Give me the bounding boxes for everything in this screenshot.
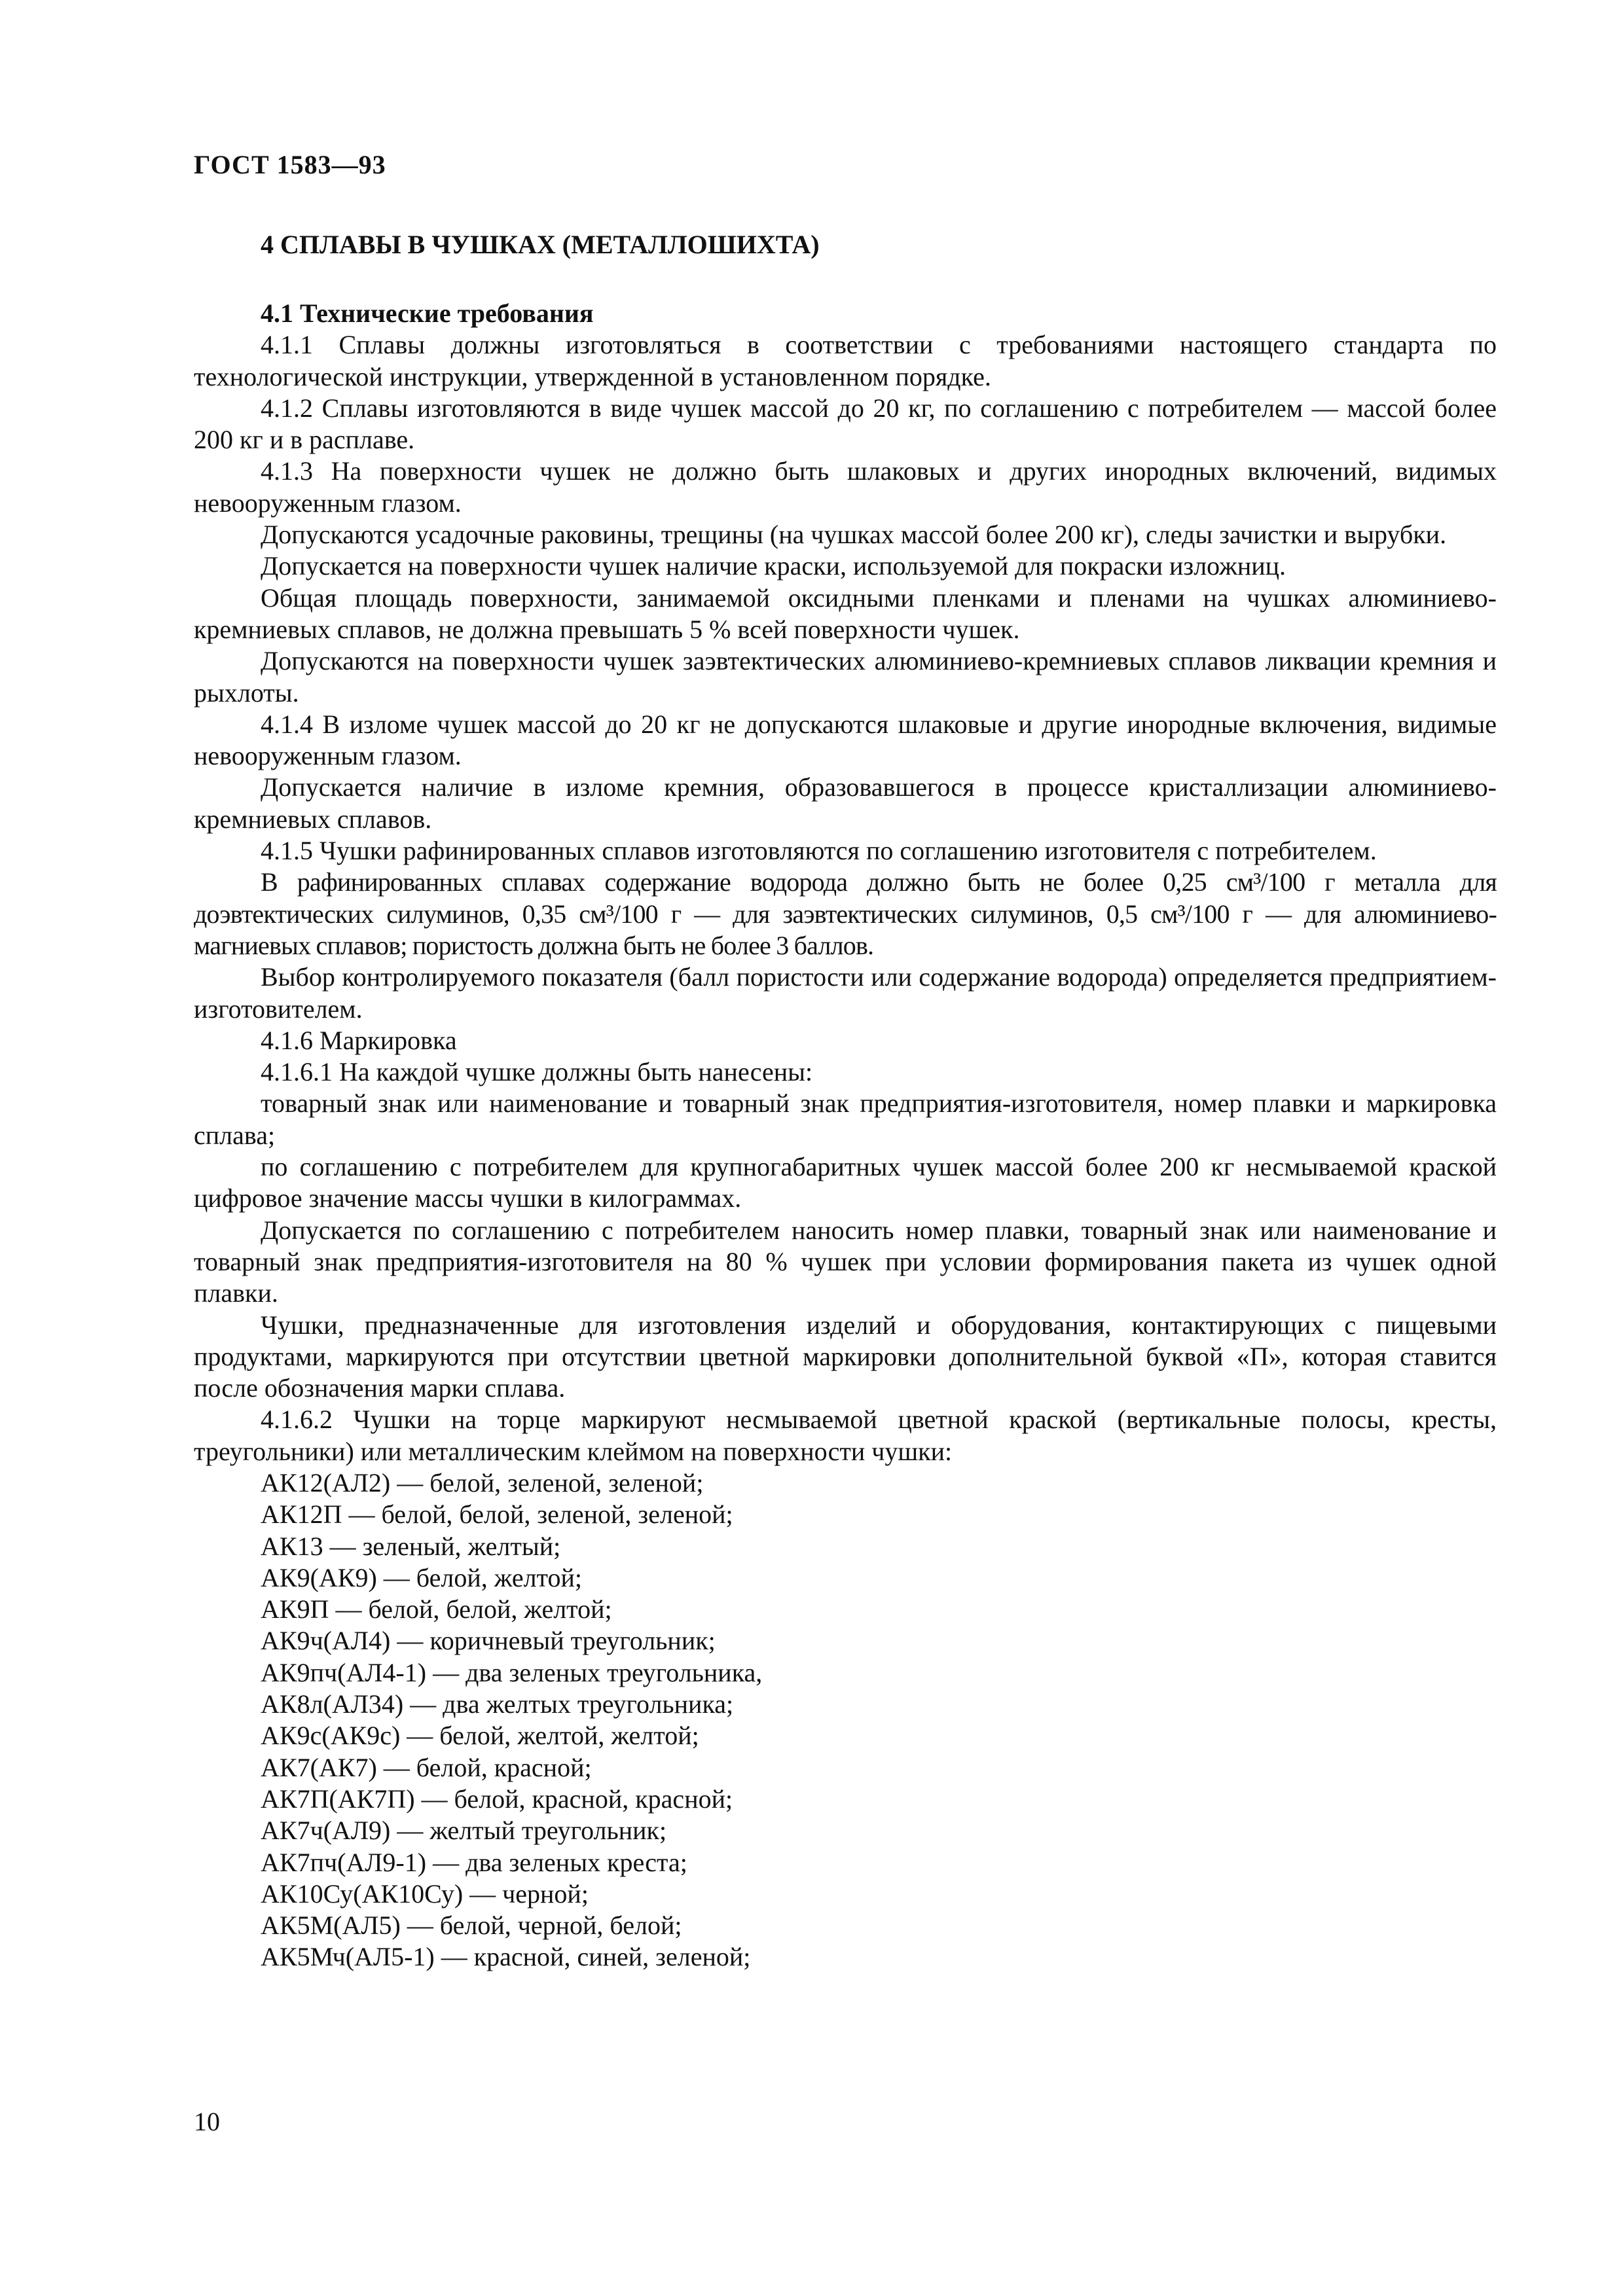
document-body: [194, 298, 1497, 1973]
paragraph: Допускается по соглашению с потребителем наносить номер плавки, товарный знак или наименование и товарный знак предприятия-изготовителя на 80 % чушек при условии формирования пакета из чушек одной плавки.: [194, 1215, 1497, 1308]
paragraph: 4.1.6.1 На каждой чушке должны быть нанесены:: [261, 1057, 813, 1087]
document-header: ГОСТ 1583—93: [194, 150, 386, 179]
marking-item: АК9с(АК9с) — белой, желтой, желтой;: [261, 1721, 699, 1751]
paragraph: 4.1.3 На поверхности чушек не должно быть шлаковых и других инородных включений, видимых невооруженным глазом.: [194, 456, 1497, 518]
marking-item: АК7(АК7) — белой, красной;: [261, 1752, 592, 1782]
marking-item: АК7П(АК7П) — белой, красной, красной;: [261, 1784, 733, 1814]
marking-item: АК5М(АЛ5) — белой, черной, белой;: [261, 1910, 682, 1941]
marking-item: АК10Су(АК10Су) — черной;: [261, 1878, 589, 1909]
marking-item: АК7ч(АЛ9) — желтый треугольник;: [261, 1816, 667, 1846]
paragraph: Допускается наличие в изломе кремния, образовавшегося в процессе кристаллизации алюминиево-кремниевых сплавов.: [194, 772, 1497, 834]
marking-item: АК8л(АЛ34) — два желтых треугольника;: [261, 1689, 734, 1719]
marking-item: АК9пч(АЛ4-1) — два зеленых треугольника,: [261, 1657, 763, 1687]
paragraph: Общая площадь поверхности, занимаемой оксидными пленками и пленами на чушках алюминиево-кремниевых сплавов, не должна превышать 5 % всей поверхности чушек.: [194, 583, 1497, 644]
paragraph: товарный знак или наименование и товарный знак предприятия-изготовителя, номер плавки и маркировка сплава;: [194, 1088, 1497, 1150]
paragraph: В рафинированных сплавах содержание водорода должно быть не более 0,25 см³/100 г металла для доэвтектических силуминов, 0,35 см³/100 г — для заэвтектических силуминов, 0,5 см³/100 г — для алюминиево-магниевых сплавов; пористость должна быть не более 3 баллов.: [194, 867, 1497, 960]
marking-item: АК5Мч(АЛ5-1) — красной, синей, зеленой;: [261, 1942, 751, 1972]
marking-item: АК7пч(АЛ9-1) — два зеленых креста;: [261, 1847, 687, 1877]
paragraph: 4.1.5 Чушки рафинированных сплавов изготовляются по соглашению изготовителя с потребителем.: [261, 836, 1377, 866]
paragraph: по соглашению с потребителем для крупногабаритных чушек массой более 200 кг несмываемой краской цифровое значение массы чушки в килограммах.: [194, 1152, 1497, 1213]
paragraph: Допускается на поверхности чушек наличие краски, используемой для покраски изложниц.: [261, 551, 1286, 581]
marking-item: АК9П — белой, белой, желтой;: [261, 1594, 612, 1624]
page-number: 10: [194, 2107, 220, 2136]
paragraph: 4.1.2 Сплавы изготовляются в виде чушек массой до 20 кг, по соглашению с потребителем — массой более 200 кг и в расплаве.: [194, 393, 1497, 455]
paragraph: Выбор контролируемого показателя (балл пористости или содержание водорода) определяется предприятием-изготовителем.: [194, 962, 1497, 1024]
paragraph: Допускаются усадочные раковины, трещины (на чушках массой более 200 кг), следы зачистки и вырубки.: [261, 520, 1447, 550]
marking-item: АК9(АК9) — белой, желтой;: [261, 1562, 583, 1592]
marking-item: АК9ч(АЛ4) — коричневый треугольник;: [261, 1626, 716, 1656]
paragraph: 4.1.6.2 Чушки на торце маркируют несмываемой цветной краской (вертикальные полосы, кресты, треугольники) или металлическим клеймом на поверхности чушки:: [194, 1405, 1497, 1466]
marking-item: АК12П — белой, белой, зеленой, зеленой;: [261, 1499, 733, 1530]
paragraph: 4.1.6 Маркировка: [261, 1025, 457, 1055]
paragraph: 4.1.1 Сплавы должны изготовляться в соответствии с требованиями настоящего стандарта по технологической инструкции, утвержденной в установленном порядке.: [194, 330, 1497, 391]
marking-item: АК12(АЛ2) — белой, зеленой, зеленой;: [261, 1467, 704, 1498]
paragraph: Допускаются на поверхности чушек заэвтектических алюминиево-кремниевых сплавов ликвации кремния и рыхлоты.: [194, 646, 1497, 708]
paragraph: Чушки, предназначенные для изготовления изделий и оборудования, контактирующих с пищевыми продуктами, маркируются при отсутствии цветной маркировки дополнительной буквой «П», которая ставится после обозначения марки сплава.: [194, 1310, 1497, 1403]
paragraph: 4.1.4 В изломе чушек массой до 20 кг не допускаются шлаковые и другие инородные включения, видимые невооруженным глазом.: [194, 709, 1497, 771]
subsection-heading: 4.1 Технические требования: [261, 298, 594, 328]
section-title: 4 СПЛАВЫ В ЧУШКАХ (МЕТАЛЛОШИХТА): [261, 230, 820, 259]
marking-item: АК13 — зеленый, желтый;: [261, 1531, 561, 1561]
